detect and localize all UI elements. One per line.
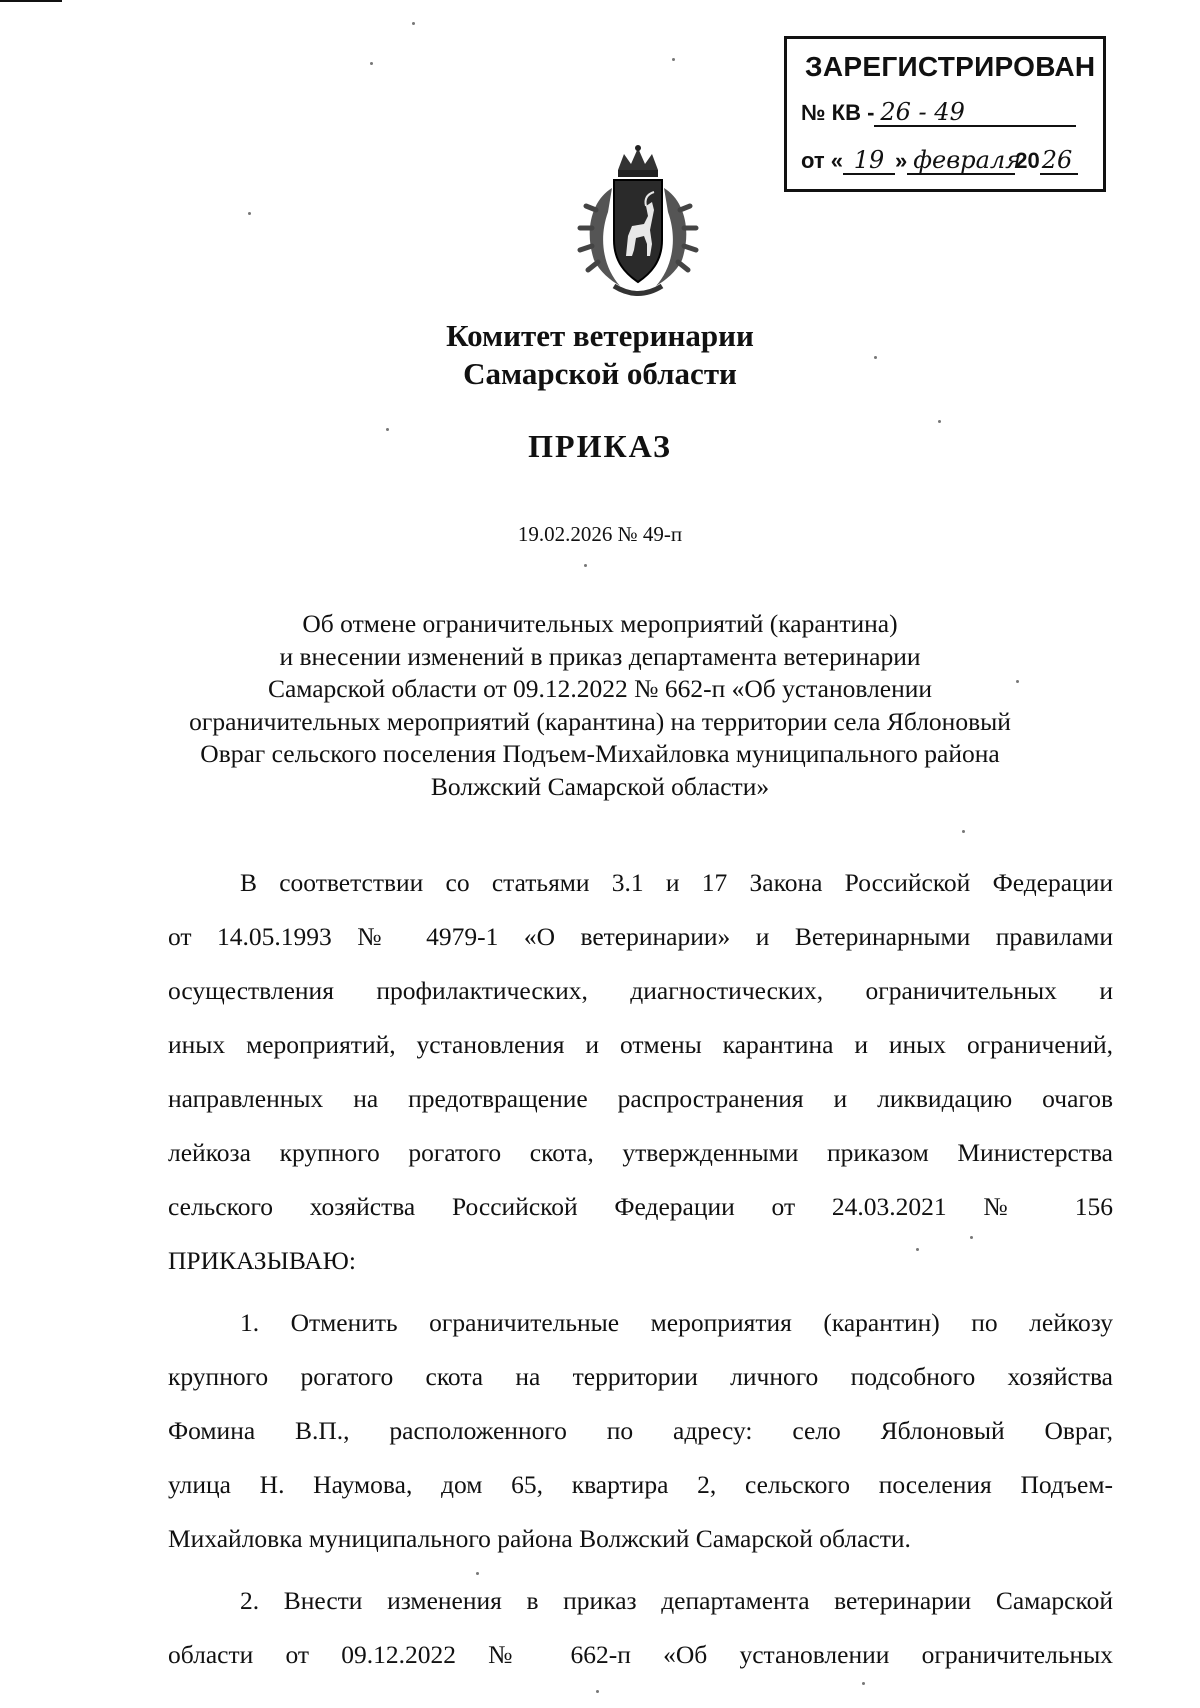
body-line: 1. Отменить ограничительные мероприятия (карантин) по лейкозу	[240, 1308, 1113, 1337]
stamp-date-line	[801, 147, 1078, 175]
body-line-order-word: ПРИКАЗЫВАЮ:	[168, 1246, 356, 1275]
scan-speck	[248, 212, 251, 215]
scan-speck	[862, 1682, 865, 1685]
body-line: иных мероприятий, установления и отмены карантина и иных ограничений,	[168, 1030, 1113, 1059]
scan-speck	[386, 428, 389, 431]
subject-line: Волжский Самарской области»	[430, 771, 770, 801]
body-line: В соответствии со статьями 3.1 и 17 Закона Российской Федерации	[240, 868, 1113, 897]
subject-line: Об отмене ограничительных мероприятий (карантина)	[302, 609, 898, 638]
scan-speck	[916, 1248, 919, 1251]
body-line: от 14.05.1993 № 4979-1 «О ветеринарии» и Ветеринарными правилами	[168, 922, 1113, 951]
body-line: 2. Внести изменения в приказ департамента ветеринарии Самарской	[240, 1586, 1113, 1615]
scan-speck	[370, 62, 373, 65]
scan-speck	[938, 420, 941, 423]
stamp-number-handwritten: 26 - 49	[874, 99, 1076, 127]
org-name-line2: Самарской области	[463, 356, 737, 391]
scan-speck	[970, 1236, 973, 1239]
scan-edge-mark	[0, 0, 62, 2]
subject-line: ограничительных мероприятий (карантина) на территории села Яблоновый	[189, 706, 1011, 736]
stamp-date-mid: »	[895, 148, 908, 173]
document-type: ПРИКАЗ	[528, 428, 672, 464]
body-line: крупного рогатого скота на территории личного подсобного хозяйства	[168, 1362, 1113, 1391]
subject-line: Самарской области от 09.12.2022 № 662-п «Об установлении	[267, 674, 933, 703]
stamp-date-day: 19	[843, 147, 895, 175]
scan-speck	[672, 58, 675, 61]
stamp-date-year-suffix: 26	[1040, 147, 1078, 175]
stamp-date-month: февраля	[907, 147, 1015, 175]
registration-stamp	[784, 36, 1106, 192]
body-line: Михайловка муниципального района Волжский Самарской области.	[168, 1524, 911, 1553]
body-line: области от 09.12.2022 № 662-п «Об установлении ограничительных	[168, 1640, 1113, 1669]
stamp-number-line	[801, 99, 1076, 127]
scan-speck	[412, 22, 415, 25]
scan-speck	[596, 1690, 599, 1693]
body-line: улица Н. Наумова, дом 65, квартира 2, сельского поселения Подъем-	[168, 1470, 1113, 1499]
body-line: направленных на предотвращение распространения и ликвидацию очагов	[168, 1084, 1113, 1113]
document-date-number: 19.02.2026 № 49-п	[517, 522, 683, 546]
subject-line: Овраг сельского поселения Подъем-Михайловка муниципального района	[200, 739, 1000, 768]
subject-line: и внесении изменений в приказ департамента ветеринарии	[279, 641, 921, 671]
scan-speck	[1016, 680, 1019, 683]
scan-speck	[584, 564, 587, 567]
stamp-date-year-prefix: 20	[1015, 148, 1040, 173]
stamp-date-prefix: от «	[801, 148, 844, 173]
body-line: осуществления профилактических, диагностических, ограничительных и	[168, 976, 1113, 1005]
scan-speck	[874, 356, 877, 359]
stamp-title: ЗАРЕГИСТРИРОВАН	[805, 51, 1096, 82]
stamp-number-label: № КВ -	[801, 100, 875, 125]
body-line: лейкоза крупного рогатого скота, утвержденными приказом Министерства	[168, 1138, 1113, 1167]
body-line: Фомина В.П., расположенного по адресу: село Яблоновый Овраг,	[168, 1416, 1113, 1445]
body-line: сельского хозяйства Российской Федерации от 24.03.2021 № 156	[168, 1192, 1113, 1221]
samara-coat-of-arms-icon	[574, 140, 702, 300]
org-name-line1: Комитет ветеринарии	[446, 318, 754, 353]
scan-speck	[476, 1572, 479, 1575]
document-subject	[150, 608, 1050, 803]
scan-speck	[962, 830, 965, 833]
